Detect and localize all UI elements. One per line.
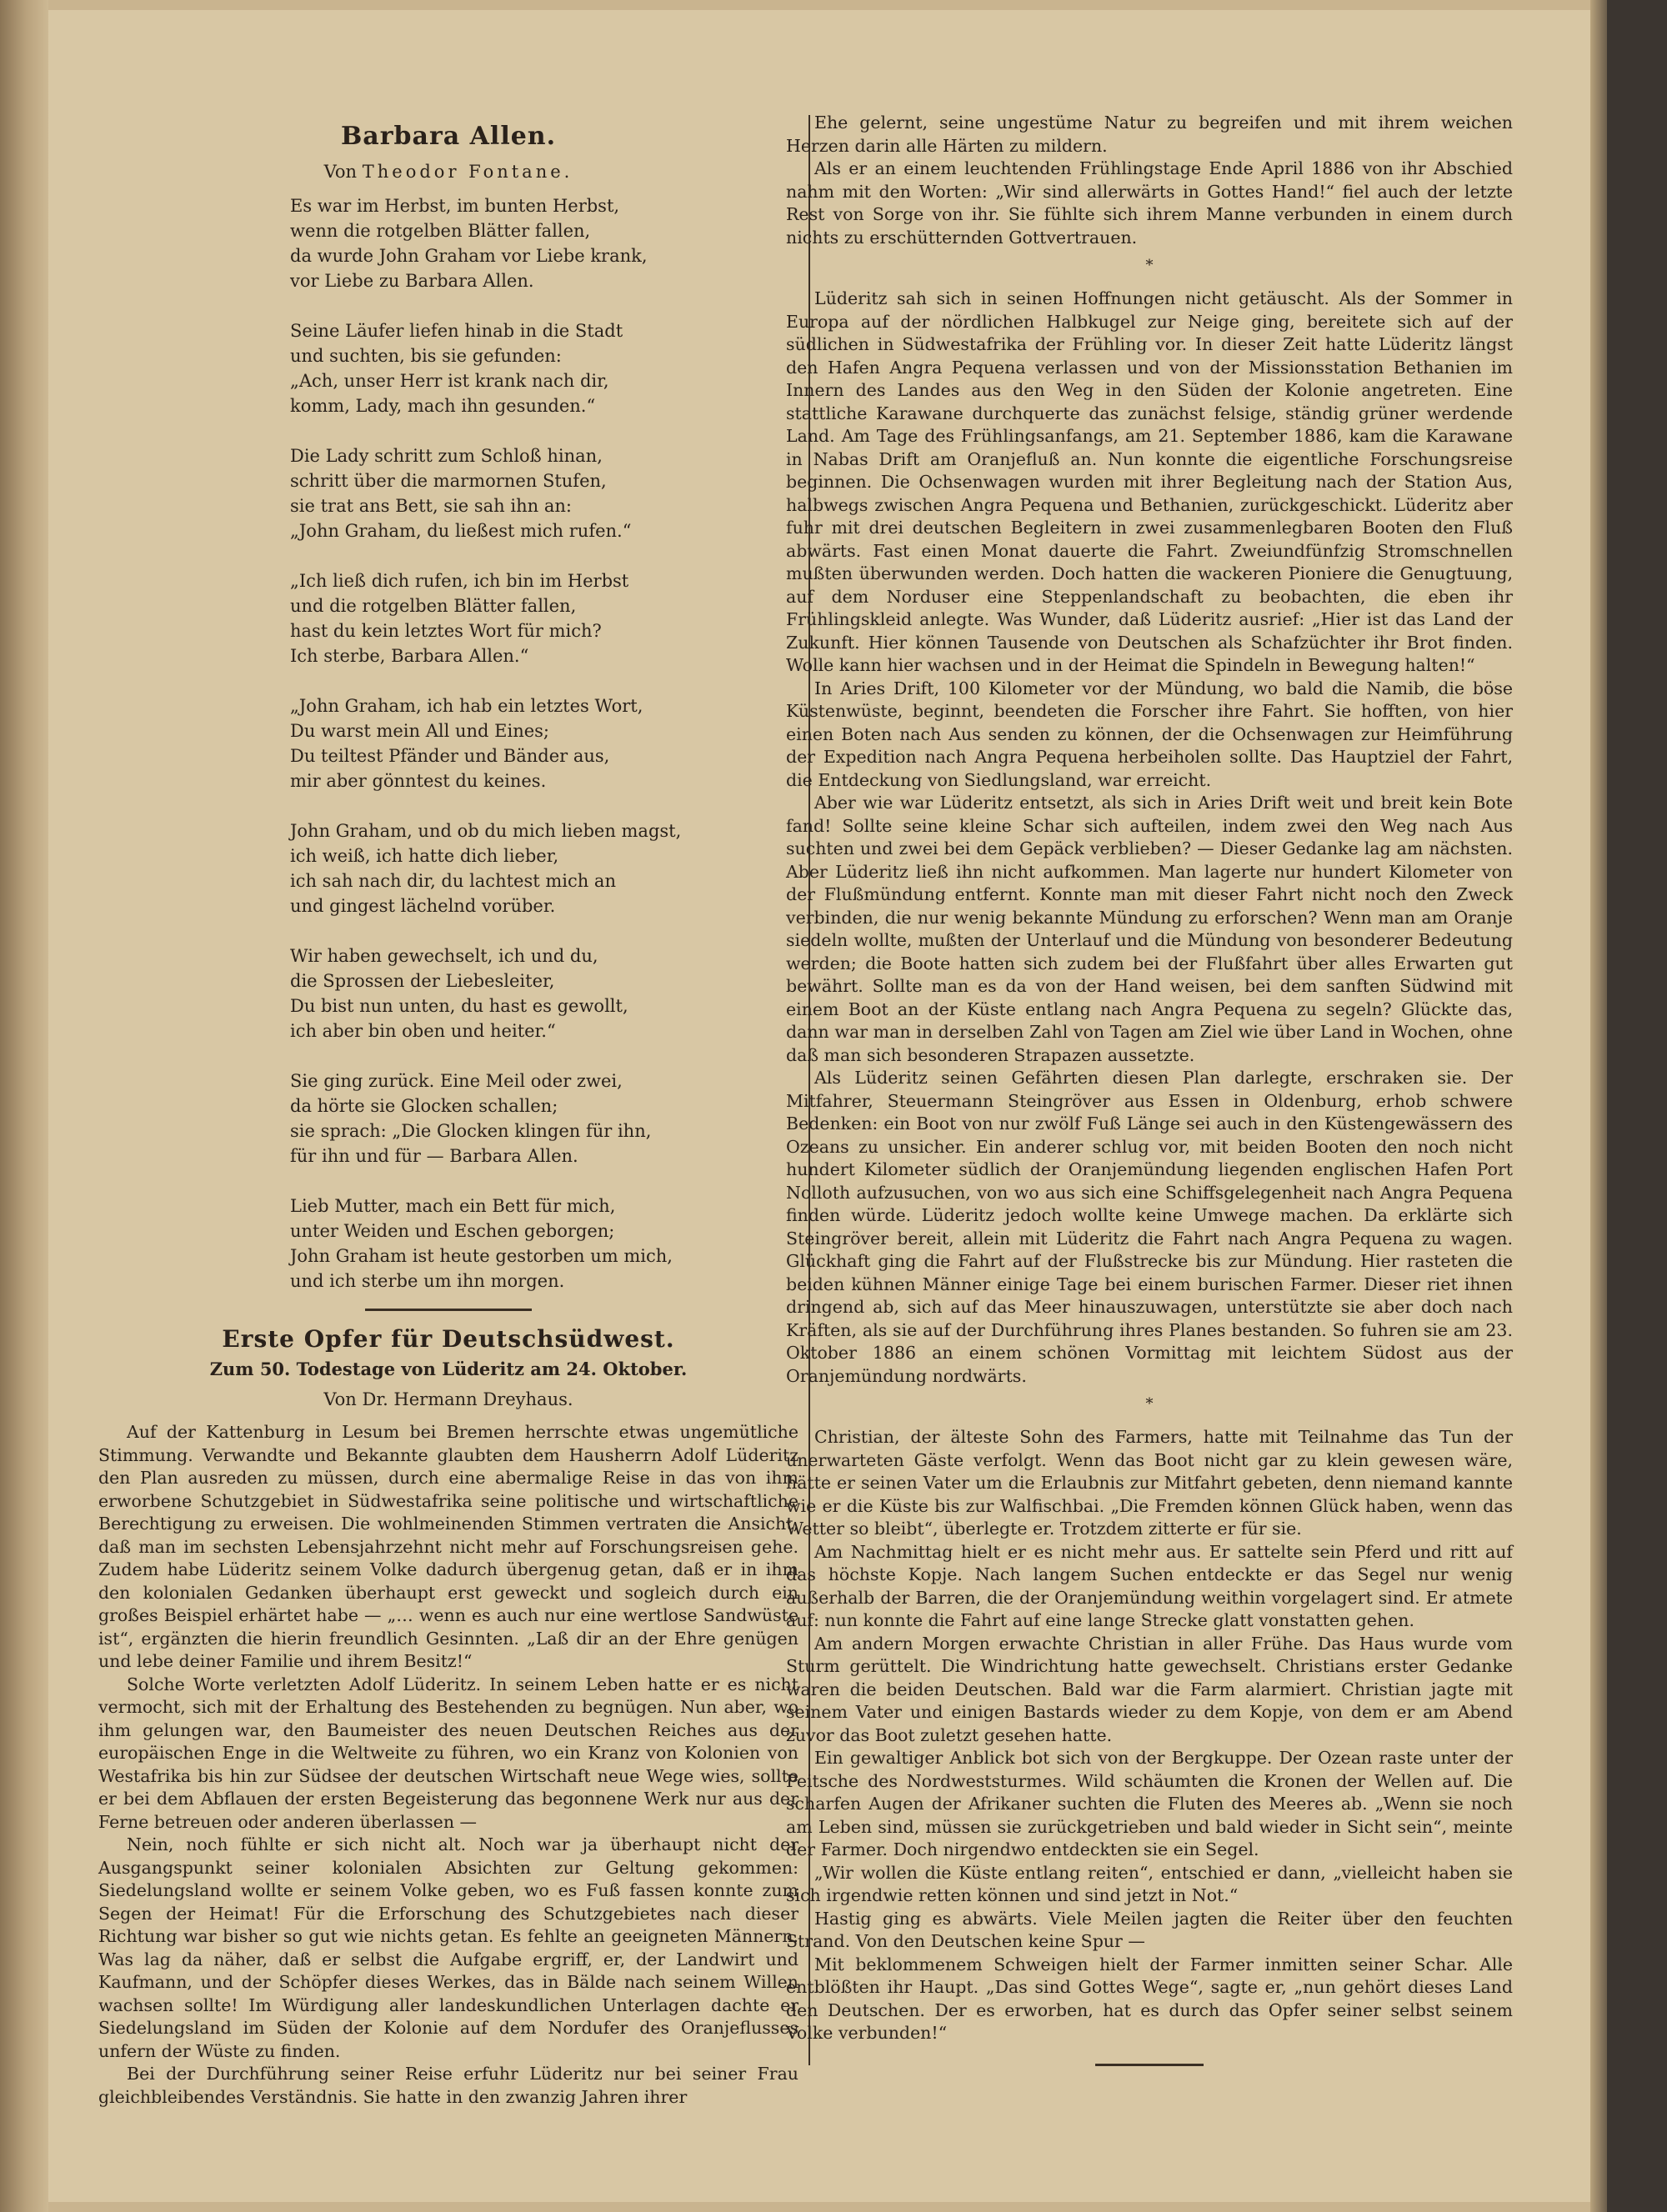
poem-line: „John Graham, ich hab ein letztes Wort, xyxy=(290,696,643,716)
poem-body xyxy=(290,193,798,1294)
article-paragraph: Christian, der älteste Sohn des Farmers, hatte mit Teilnahme das Tun der unerwarteten Gäste verfolgt. Wenn das Boot nicht gar zu klein gewesen wäre, hätte er seinen Vater um die Erlaubnis zur Mitfahrt gebeten, denn niemand kannte wie er die Küste bis zur Walfischbai. „Die Fremden können Glück haben, wenn das Wetter so bleibt“, überlegte er. Trotzdem zitterte er für sie. xyxy=(786,1427,1513,1539)
separator-star: * xyxy=(1145,257,1154,274)
poem-line: da hörte sie Glocken schallen; xyxy=(290,1096,558,1116)
poem-line: Lieb Mutter, mach ein Bett für mich, xyxy=(290,1196,616,1216)
poem-stanza xyxy=(290,318,798,418)
poem-byline-prefix: Von xyxy=(323,162,358,182)
poem-line: „John Graham, du ließest mich rufen.“ xyxy=(290,521,632,541)
poem-author: Theodor Fontane. xyxy=(362,162,573,182)
poem-byline xyxy=(98,160,798,183)
poem-stanza xyxy=(290,568,798,668)
poem-line: Wir haben gewechselt, ich und du, xyxy=(290,946,598,966)
poem-line: und suchten, bis sie gefunden: xyxy=(290,346,562,366)
poem-line: „Ach, unser Herr ist krank nach dir, xyxy=(290,371,609,391)
left-column xyxy=(98,110,798,2109)
article-paragraph: In Aries Drift, 100 Kilometer vor der Mündung, wo bald die Namib, die böse Küstenwüste, beginnt, beendeten die Forscher ihre Fahrt. Sie hofften, von hier einen Boten nach Aus senden zu können, der die Ochsenwagen zur Heimführung der Expedition nach Angra Pequena herbeiholen sollte. Das Hauptziel der Fahrt, die Entdeckung von Siedlungsland, war erreicht. xyxy=(786,678,1513,790)
poem-line: die Sprossen der Liebesleiter, xyxy=(290,971,555,991)
poem-line: vor Liebe zu Barbara Allen. xyxy=(290,271,534,291)
poem-line: Du teiltest Pfänder und Bänder aus, xyxy=(290,746,610,766)
poem-line: ich weiß, ich hatte dich lieber, xyxy=(290,846,559,866)
article-paragraph: Lüderitz sah sich in seinen Hoffnungen nicht getäuscht. Als der Sommer in Europa auf der nördlichen Halbkugel zur Neige ging, bereitete sich auf der südlichen in Südwestafrika der Frühling vor. In dieser Zeit hatte Lüderitz längst den Hafen Angra Pequena verlassen und von der Missionsstation Bethanien im Innern des Landes aus den Weg in den Süden der Kolonie angetreten. Eine stattliche Karawane durchquerte das zunächst felsige, ständig grüner werdende Land. Am Tage des Frühlingsanfangs, am 21. September 1886, kam die Karawane in Nabas Drift am Oranjefluß an. Nun konnte die eigentliche Forschungsreise beginnen. Die Ochsenwagen wurden mit ihrer Begleitung nach der Station Aus, halbwegs zwischen Angra Pequena und Bethanien, zurückgeschickt. Lüderitz aber fuhr mit drei deutschen Begleitern in zwei zusammenlegbaren Booten den Fluß abwärts. Fast einen Monat dauerte die Fahrt. Zweiundfünfzig Stromschnellen mußten überwunden werden. Doch hatten die wackeren Pioniere die Genugtuung, auf dem Norduser eine Steppenlandschaft zu beobachten, die eben ihr Frühlingskleid anlegte. Was Wunder, daß Lüderitz ausrief: „Hier ist das Land der Zukunft. Hier können Tausende von Deutschen als Schafzüchter ihr Brot finden. Wolle kann hier wachsen und in der Heimat die Spindeln in Bewegung halten!“ xyxy=(786,288,1513,675)
separator-star: * xyxy=(1145,1395,1154,1413)
poem-line: John Graham ist heute gestorben um mich, xyxy=(290,1246,673,1266)
article-right-text-3 xyxy=(786,1426,1513,2045)
poem-line: komm, Lady, mach ihn gesunden.“ xyxy=(290,396,596,416)
poem-line: ich sah nach dir, du lachtest mich an xyxy=(290,871,616,891)
poem-line: Seine Läufer liefen hinab in die Stadt xyxy=(290,321,623,341)
poem-stanza xyxy=(290,1194,798,1294)
poem-stanza xyxy=(290,443,798,543)
article-paragraph: Als er an einem leuchtenden Frühlingstage Ende April 1886 von ihr Abschied nahm mit den Worten: „Wir sind allerwärts in Gottes Hand!“ fiel auch der letzte Rest von Sorge von ihr. Sie fühlte sich ihrem Manne verbunden in einem durch nichts zu erschütternden Gottvertrauen. xyxy=(786,158,1513,248)
article-paragraph: Bei der Durchführung seiner Reise erfuhr Lüderitz nur bei seiner Frau gleichbleibendes Verständnis. Sie hatte in den zwanzig Jahren ihrer xyxy=(98,2064,798,2107)
article-subtitle: Zum 50. Todestage von Lüderitz am 24. Oktober. xyxy=(209,1359,688,1379)
section-divider xyxy=(365,1309,532,1311)
article-paragraph: Mit beklommenem Schweigen hielt der Farmer inmitten seiner Schar. Alle entblößten ihr Haupt. „Das sind Gottes Wege“, sagte er, „nun gehört dieses Land den Deutschen. Der es erworben, hat es durch das Opfer seiner selbst seinem Volke verbunden!“ xyxy=(786,1954,1513,2043)
poem-stanza xyxy=(290,693,798,793)
poem-line: Du bist nun unten, du hast es gewollt, xyxy=(290,996,628,1016)
poem-line: ich aber bin oben und heiter.“ xyxy=(290,1021,556,1041)
article-left-text xyxy=(98,1421,798,2109)
article-right-text-1 xyxy=(786,112,1513,249)
article-title: Erste Opfer für Deutschsüdwest. xyxy=(222,1325,675,1353)
article-right-text-2 xyxy=(786,288,1513,1388)
article-paragraph: „Wir wollen die Küste entlang reiten“, entschied er dann, „vielleicht haben sie sich irgendwie retten können und sind jetzt in Not.“ xyxy=(786,1862,1513,1905)
poem-line: und die rotgelben Blätter fallen, xyxy=(290,596,577,616)
article-paragraph: Ehe gelernt, seine ungestüme Natur zu begreifen und mit ihrem weichen Herzen darin alle Härten zu mildern. xyxy=(786,113,1513,156)
article-paragraph: Auf der Kattenburg in Lesum bei Bremen herrschte etwas ungemütliche Stimmung. Verwandte und Bekannte glaubten dem Hausherrn Adolf Lüderitz den Plan ausreden zu müssen, durch eine abermalige Reise in das von ihm erworbene Schutzgebiet in Südwestafrika seine politische und wirtschaftliche Berechtigung zu erweisen. Die wohlmeinenden Stimmen vertraten die Ansicht, daß man im sechsten Lebensjahrzehnt nicht mehr auf Forschungsreisen gehe. Zudem habe Lüderitz seinem Volke dadurch übergenug getan, daß er in ihm den kolonialen Gedanken überhaupt erst geweckt und sogleich durch ein großes Beispiel erhärtet habe — „… wenn es auch nur eine wertlose Sandwüste ist“, ergänzten die hierin freundlich Gesinnten. „Laß dir an der Ehre genügen und lebe deiner Familie und ihrem Besitz!“ xyxy=(98,1422,798,1671)
poem-stanza xyxy=(290,943,798,1043)
poem-title: Barbara Allen. xyxy=(340,122,557,151)
book-gutter xyxy=(0,0,48,2212)
article-paragraph: Solche Worte verletzten Adolf Lüderitz. In seinem Leben hatte er es nicht vermocht, sich mit der Erhaltung des Bestehenden zu begnügen. Nun aber, wo ihm gelungen war, den Baumeister des neuen Deutschen Reiches aus der europäischen Enge in die Weltweite zu führen, wo ein Kranz von Kolonien von Westafrika bis hin zur Südsee der deutschen Wirtschaft neue Wege wies, sollte er bei dem Abflauen der ersten Begeisterung das begonnene Werk nur aus der Ferne betreuen oder anderen überlassen — xyxy=(98,1674,798,1832)
poem-line: Die Lady schritt zum Schloß hinan, xyxy=(290,446,603,466)
poem-line: „Ich ließ dich rufen, ich bin im Herbst xyxy=(290,571,629,591)
article-paragraph: Als Lüderitz seinen Gefährten diesen Plan darlegte, erschraken sie. Der Mitfahrer, Steuermann Steingröver aus Essen in Oldenburg, erhob schwere Bedenken: ein Boot von nur zwölf Fuß Länge sei auch in den Küstengewässern des Ozeans zu unsicher. Ein anderer schlug vor, mit beiden Booten den noch nicht hundert Kilometer südlich der Oranjemündung liegenden englischen Hafen Port Nolloth aufzusuchen, von wo aus sich eine Schiffsgelegenheit nach Angra Pequena finden würde. Lüderitz jedoch wollte keine Umwege machen. Da erklärte sich Steingröver bereit, allein mit Lüderitz die Fahrt nach Angra Pequena zu wagen. Glückhaft ging die Fahrt auf der Flußstrecke bis zur Mündung. Hier rasteten die beiden kühnen Männer einige Tage bei einem burischen Farmer. Dieser riet ihnen dringend ab, sich auf das Meer hinauszuwagen, unterstützte sie aber doch nach Kräften, als sie auf der Durchführung ihres Planes bestanden. So fuhren sie am 23. Oktober 1886 an einem schönen Vormittag mit leichtem Südost aus der Oranjemündung nordwärts. xyxy=(786,1068,1513,1386)
article-paragraph: Nein, noch fühlte er sich nicht alt. Noch war ja überhaupt nicht der Ausgangspunkt seiner kolonialen Absichten zur Geltung gekommen: Siedelungsland wollte er seinem Volke geben, wo es Fuß fassen konnte zum Segen der Heimat! Für die Erforschung des Schutzgebietes nach dieser Richtung war bisher so gut wie nichts getan. Es fehlte an geeigneten Männern. Was lag da näher, daß er selbst die Aufgabe ergriff, er, der Landwirt und Kaufmann, und der Schöpfer dieses Werkes, das in Bälde nach seinem Willen wachsen sollte! Im Würdigung aller landeskundlichen Unterlagen dachte er Siedelungsland im Süden der Kolonie auf dem Nordufer des Oranjeflusses unfern der Wüste zu finden. xyxy=(98,1834,798,2061)
article-paragraph: Ein gewaltiger Anblick bot sich von der Bergkuppe. Der Ozean raste unter der Peitsche des Nordweststurmes. Wild schäumten die Kronen der Wellen auf. Die scharfen Augen der Afrikaner suchten die Fluten des Meeres ab. „Wenn sie noch am Leben sind, müssen sie zurückgetrieben und bald wieder in Sicht sein“, meinte der Farmer. Doch nirgendwo entdeckten sie ein Segel. xyxy=(786,1748,1513,1859)
poem-line: schritt über die marmornen Stufen, xyxy=(290,471,607,491)
article-byline: Von Dr. Hermann Dreyhaus. xyxy=(323,1389,573,1409)
poem-line: für ihn und für — Barbara Allen. xyxy=(290,1146,578,1166)
article-paragraph: Hastig ging es abwärts. Viele Meilen jagten die Reiter über den feuchten Strand. Von den Deutschen keine Spur — xyxy=(786,1908,1513,1951)
poem-line: sie sprach: „Die Glocken klingen für ihn, xyxy=(290,1121,652,1141)
article-paragraph: Aber wie war Lüderitz entsetzt, als sich in Aries Drift weit und breit kein Bote fand! Sollte seine kleine Schar sich aufteilen, indem zwei den Weg nach Aus suchten und zwei bei dem Gepäck verblieben? — Dieser Gedanke lag am nächsten. Aber Lüderitz ließ ihn nicht aufkommen. Man lagerte nur hundert Kilometer von der Flußmündung entfernt. Konnte man mit dieser Fahrt nicht noch den Zweck verbinden, die nur wenig bekannte Mündung zu erforschen? Wenn man am Oranje siedeln wollte, mußten der Unterlauf und die Mündung von besonderer Bedeutung werden; die Boote hatten sich zudem bei der Flußfahrt über alles Erwarten gut bewährt. Sollte man es da von der Hand weisen, bei dem sanften Südwind mit einem Boot an der Küste entlang nach Angra Pequena zu segeln? Glückte das, dann war man in derselben Zahl von Tagen am Ziel wie über Land in Wochen, ohne daß man sich besonderen Strapazen aussetzte. xyxy=(786,793,1513,1065)
poem-line: sie trat ans Bett, sie sah ihn an: xyxy=(290,496,572,516)
poem-stanza xyxy=(290,1068,798,1169)
poem-line: Es war im Herbst, im bunten Herbst, xyxy=(290,196,620,216)
end-rule xyxy=(1095,2064,1204,2066)
poem-stanza xyxy=(290,818,798,918)
poem-line: Sie ging zurück. Eine Meil oder zwei, xyxy=(290,1071,623,1091)
poem-stanza xyxy=(290,193,798,293)
poem-line: und ich sterbe um ihn morgen. xyxy=(290,1271,565,1291)
article-paragraph: Am andern Morgen erwachte Christian in aller Frühe. Das Haus wurde vom Sturm gerüttelt. Die Windrichtung hatte gewechselt. Christians erster Gedanke waren die beiden Deutschen. Bald war die Farm alarmiert. Christian jagte mit seinem Vater und einigen Bastards wieder zu dem Kopje, von dem er am Abend zuvor das Boot zuletzt gesehen hatte. xyxy=(786,1633,1513,1745)
page-stack-edge xyxy=(1590,0,1667,2212)
poem-line: John Graham, und ob du mich lieben magst, xyxy=(290,821,682,841)
poem-line: Du warst mein All und Eines; xyxy=(290,721,550,741)
poem-line: und gingest lächelnd vorüber. xyxy=(290,896,556,916)
poem-line: da wurde John Graham vor Liebe krank, xyxy=(290,246,648,266)
newspaper-page xyxy=(48,10,1590,2202)
poem-line: mir aber gönntest du keines. xyxy=(290,771,547,791)
article-paragraph: Am Nachmittag hielt er es nicht mehr aus. Er sattelte sein Pferd und ritt auf das höchste Kopje. Nach langem Suchen entdeckte er das Segel nur wenig außerhalb der Barren, die der Oranjemündung weithin vorgelagert sind. Er atmete auf: nun konnte die Fahrt auf eine lange Strecke glatt vonstatten gehen. xyxy=(786,1541,1513,1630)
right-column xyxy=(786,112,1513,2066)
poem-line: unter Weiden und Eschen geborgen; xyxy=(290,1221,615,1241)
poem-line: hast du kein letztes Wort für mich? xyxy=(290,621,602,641)
poem-line: wenn die rotgelben Blätter fallen, xyxy=(290,221,591,241)
poem-line: Ich sterbe, Barbara Allen.“ xyxy=(290,646,529,666)
